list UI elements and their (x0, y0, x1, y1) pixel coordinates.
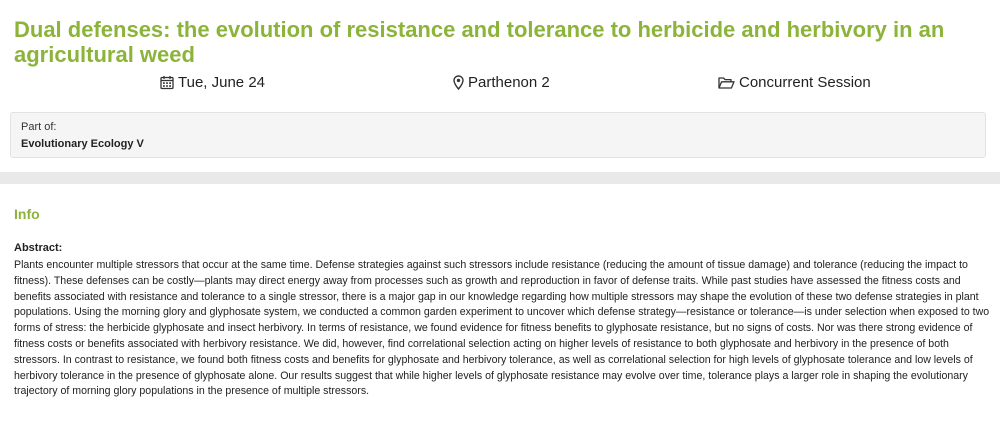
session-date (160, 74, 265, 91)
info-heading: Info (14, 206, 40, 222)
abstract-label: Abstract: (14, 242, 63, 254)
info-card (0, 184, 1000, 448)
part-of-label: Part of: (21, 121, 57, 133)
calendar-icon (160, 75, 174, 90)
session-date-text: Tue, June 24 (178, 74, 266, 91)
map-marker-icon (453, 75, 464, 90)
session-type-text: Concurrent Session (739, 74, 871, 91)
session-location-text: Parthenon 2 (468, 74, 550, 91)
session-meta-row (0, 74, 1000, 96)
session-title: Dual defenses: the evolution of resistance and tolerance to herbicide and herbivory in an agricultural weed (14, 17, 945, 67)
session-type (718, 74, 871, 91)
abstract-text: Plants encounter multiple stressors that occur at the same time. Defense strategies against such stressors include resistance (reducing the amount of tissue damage) and tolerance (reducing the impact to fitness). These defenses can be costly—plants may direct energy away from processes such as growth and reproduction in favor of defense traits. While past studies have assessed the fitness costs and benefits associated with resistance and tolerance to a single stressor, there is a major gap in our knowledge regarding how multiple stressors may shape the evolution of these two defense strategies in plant populations. Using the morning glory and glyphosate system, we conducted a common garden experiment to uncover which defense strategy—resistance or tolerance—is under selection when exposed to two forms of stress: the herbicide glyphosate and insect herbivory. In terms of resistance, we found evidence for fitness benefits to glyphosate resistance, but no signs of costs. Nor was there strong evidence of fitness costs or benefits associated with herbivory resistance. We did, however, find correlational selection acting on higher levels of resistance to both glyphosate and herbivory in the presence of both stressors. In contrast to resistance, we found both fitness costs and benefits for glyphosate and herbivory tolerance, as well as correlational selection for high levels of glyphosate tolerance and low levels of herbivory tolerance in the presence of glyphosate alone. Our results suggest that while higher levels of glyphosate resistance may evolve over time, tolerance plays a larger role in shaping the evolutionary trajectory of morning glory populations in the presence of multiple stressors. (14, 259, 990, 398)
session-header-card (0, 0, 1000, 172)
part-of-value: Evolutionary Ecology V (21, 138, 144, 150)
session-location (453, 74, 550, 91)
part-of-box (10, 112, 986, 158)
folder-open-icon (718, 76, 735, 90)
